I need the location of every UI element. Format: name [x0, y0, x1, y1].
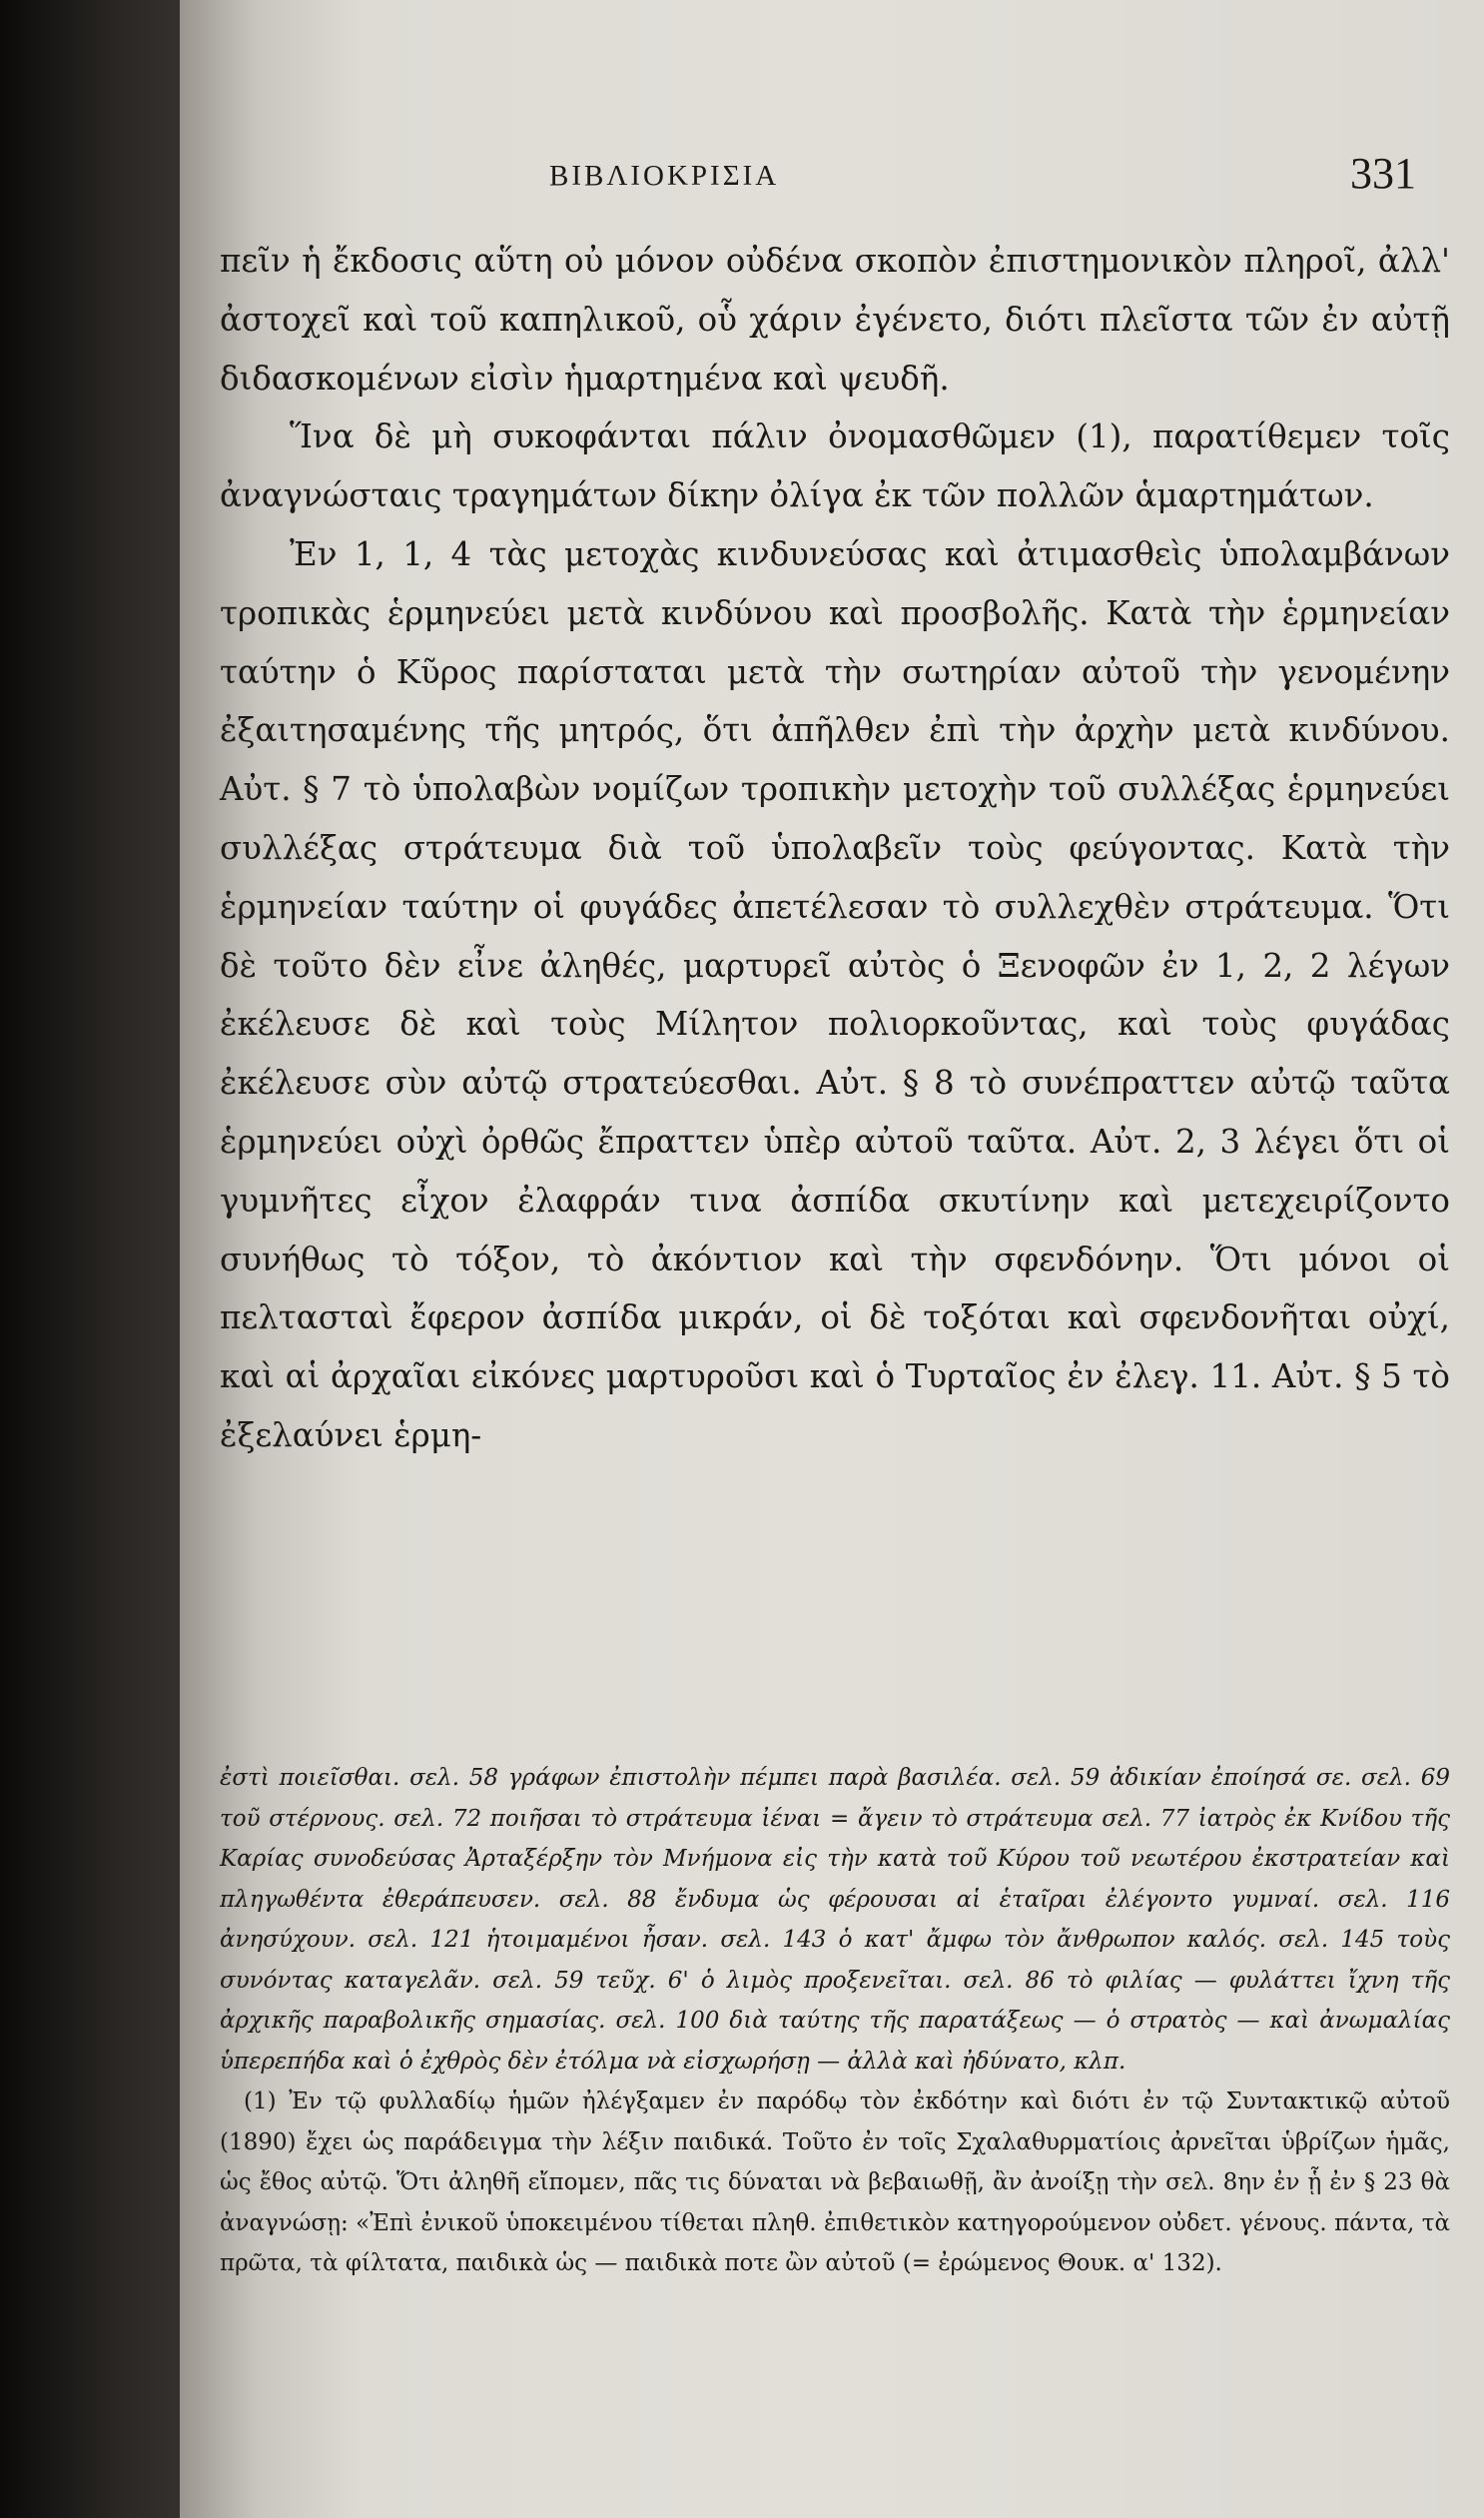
paragraph-continuation: πεῖν ἡ ἔκδοσις αὕτη οὐ μόνον οὐδένα σκοπὸν ἐπιστημονικὸν πληροῖ, ἀλλ' ἀστοχεῖ καὶ τοῦ καπηλικοῦ, οὗ χάριν ἐγένετο, διότι πλεῖστα τῶν ἐν αὐτῇ διδασκομένων εἰσὶν ἡμαρτημένα καὶ ψευδῆ.	[220, 242, 1450, 398]
book-page	[180, 0, 1484, 2518]
main-text	[220, 232, 1450, 1465]
page-number: 331	[1350, 149, 1416, 198]
running-head: ΒΙΒΛΙΟΚΡΙΣΙΑ	[549, 160, 780, 192]
notes-continuation: ἐστὶ ποιεῖσθαι. σελ. 58 γράφων ἐπιστολὴν πέμπει παρὰ βασιλέα. σελ. 59 ἀδικίαν ἐποίησά σε. σελ. 69 τοῦ στέρνους. σελ. 72 ποιῆσαι τὸ στράτευμα ἰέναι = ἄγειν τὸ στράτευμα σελ. 77 ἰατρὸς ἐκ Κνίδου τῆς Καρίας συνοδεύσας Ἀρταξέρξην τὸν Μνήμονα εἰς τὴν κατὰ τοῦ Κύρου τοῦ νεωτέρου ἐκστρατείαν καὶ πληγωθέντα ἐθεράπευσεν. σελ. 88 ἔνδυμα ὡς φέρουσαι αἱ ἑταῖραι ἐλέγοντο γυμναί. σελ. 116 ἀνησύχουν. σελ. 121 ἡτοιμαμένοι ἦσαν. σελ. 143 ὁ κατ' ἄμφω τὸν ἄνθρωπον καλός. σελ. 145 τοὺς συνόντας καταγελᾶν. σελ. 59 τεῦχ. 6' ὁ λιμὸς προξενεῖται. σελ. 86 τὸ φιλίας — φυλάττει ἴχνη τῆς ἀρχικῆς παραβολικῆς σημασίας. σελ. 100 διὰ ταύτης τῆς παρατάξεως — ὁ στρατὸς — καὶ ἀνωμαλίας ὑπερεπήδα καὶ ὁ ἐχθρὸς δὲν ἐτόλμα νὰ εἰσχωρήσῃ — ἀλλὰ καὶ ἠδύνατο, κλπ.	[220, 1765, 1450, 2075]
notes-section	[220, 1758, 1450, 2284]
paragraph-errors: Ἐν 1, 1, 4 τὰς μετοχὰς κινδυνεύσας καὶ ἀτιμασθεὶς ὑπολαμβάνων τροπικὰς ἑρμηνεύει μετὰ κινδύνου καὶ προσβολῆς. Κατὰ τὴν ἑρμηνείαν ταύτην ὁ Κῦρος παρίσταται μετὰ τὴν σωτηρίαν αὐτοῦ τὴν γενομένην ἐξαιτησαμένης τῆς μητρός, ὅτι ἀπῆλθεν ἐπὶ τὴν ἀρχὴν μετὰ κινδύνου. Αὐτ. § 7 τὸ ὑπολαβὼν νομίζων τροπικὴν μετοχὴν τοῦ συλλέξας ἑρμηνεύει συλλέξας στράτευμα διὰ τοῦ ὑπολαβεῖν τοὺς φεύγοντας. Κατὰ τὴν ἑρμηνείαν ταύτην οἱ φυγάδες ἀπετέλεσαν τὸ συλλεχθὲν στράτευμα. Ὅτι δὲ τοῦτο δὲν εἶνε ἀληθές, μαρτυρεῖ αὐτὸς ὁ Ξενοφῶν ἐν 1, 2, 2 λέγων ἐκέλευσε δὲ καὶ τοὺς Μίλητον πολιορκοῦντας, καὶ τοὺς φυγάδας ἐκέλευσε σὺν αὐτῷ στρατεύεσθαι. Αὐτ. § 8 τὸ συνέπραττεν αὐτῷ ταῦτα ἑρμηνεύει οὐχὶ ὀρθῶς ἔπραττεν ὑπὲρ αὐτοῦ ταῦτα. Αὐτ. 2, 3 λέγει ὅτι οἱ γυμνῆτες εἶχον ἐλαφράν τινα ἀσπίδα σκυτίνην καὶ μετεχειρίζοντο συνήθως τὸ τόξον, τὸ ἀκόντιον καὶ τὴν σφενδόνην. Ὅτι μόνοι οἱ πελτασταὶ ἔφερον ἀσπίδα μικράν, οἱ δὲ τοξόται καὶ σφενδονῆται οὐχί, καὶ αἱ ἀρχαῖαι εἰκόνες μαρτυροῦσι καὶ ὁ Τυρταῖος ἐν ἐλεγ. 11. Αὐτ. § 5 τὸ ἐξελαύνει ἑρμη-	[220, 534, 1450, 1454]
footnote-1: (1) Ἐν τῷ φυλλαδίῳ ἡμῶν ἠλέγξαμεν ἐν παρόδῳ τὸν ἐκδότην καὶ διότι ἐν τῷ Συντακτικῷ αὐτοῦ (1890) ἔχει ὡς παράδειγμα τὴν λέξιν παιδικά. Τοῦτο ἐν τοῖς Σχαλαθυρματίοις ἀρνεῖται ὑβρίζων ἡμᾶς, ὡς ἔθος αὐτῷ. Ὅτι ἀληθῆ εἴπομεν, πᾶς τις δύναται νὰ βεβαιωθῇ, ἂν ἀνοίξῃ τὴν σελ. 8ην ἐν ᾗ ἐν § 23 θὰ ἀναγνώσῃ: «Ἐπὶ ἐνικοῦ ὑποκειμένου τίθεται πληθ. ἐπιθετικὸν κατηγορούμενον οὐδετ. γένους. πάντα, τὰ πρῶτα, τὰ φίλτατα, παιδικὰ ὡς — παιδικὰ ποτε ὢν αὐτοῦ (= ἐρώμενος Θουκ. α' 132).	[220, 2089, 1450, 2276]
paragraph-intro: Ἵνα δὲ μὴ συκοφάνται πάλιν ὀνομασθῶμεν (1), παρατίθεμεν τοῖς ἀναγνώσταις τραγημάτων δίκην ὀλίγα ἐκ τῶν πολλῶν ἁμαρτημάτων.	[220, 418, 1450, 515]
